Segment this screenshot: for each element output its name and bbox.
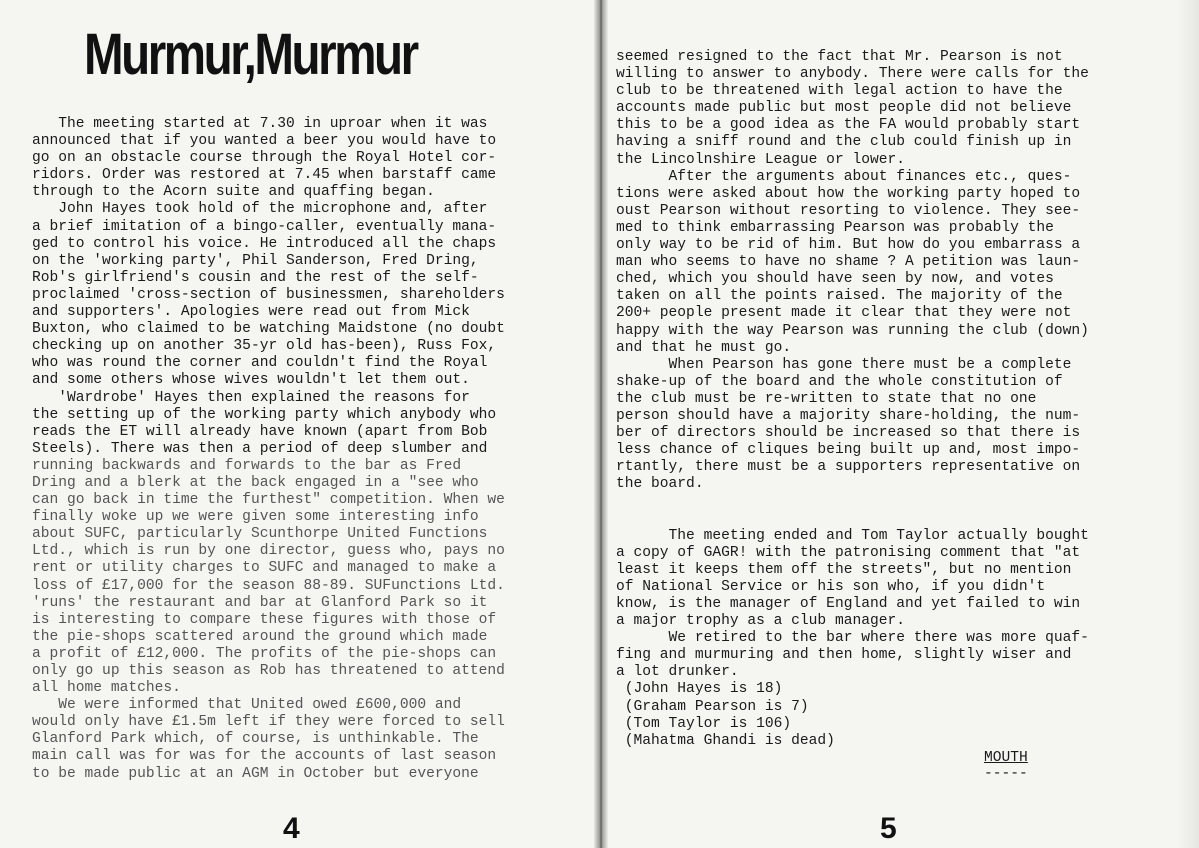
text-line: John Hayes took hold of the microphone and, after <box>32 201 488 218</box>
text-line: taken on all the points raised. The majority of the <box>616 288 1063 305</box>
text-line: and some others whose wives wouldn't let them out. <box>32 372 470 389</box>
text-line: proclaimed 'cross-section of businessmen, shareholders <box>32 286 505 303</box>
text-line: (Tom Taylor is 106) <box>616 715 792 732</box>
text-line: announced that if you wanted a beer you would have to <box>32 133 497 150</box>
author-signature: MOUTH <box>984 750 1028 766</box>
signature-rule: ----- <box>984 766 1028 782</box>
text-line: shake-up of the board and the whole constitution of <box>616 373 1063 390</box>
text-line: accounts made public but most people did not believe <box>616 100 1072 117</box>
text-line: can go back in time the furthest" competition. When we <box>32 492 505 509</box>
right-column-text <box>616 49 1186 750</box>
text-line: ber of directors should be increased so that there is <box>616 425 1081 442</box>
text-line: about SUFC, particularly Scunthorpe United Functions <box>32 526 488 543</box>
text-line: and that he must go. <box>616 339 792 356</box>
text-line: ched, which you should have seen by now, and votes <box>616 271 1054 288</box>
text-line: fing and murmuring and then home, slightly wiser and <box>616 647 1072 664</box>
text-line: a profit of £12,000. The profits of the pie-shops can <box>32 645 497 662</box>
text-line: reads the ET will already have known (apart from Bob <box>32 423 488 440</box>
article-headline: Murmur,Murmur <box>84 22 417 87</box>
text-line: least it keeps them off the streets", but no mention <box>616 561 1072 578</box>
text-line: oust Pearson without resorting to violence. They see- <box>616 202 1081 219</box>
text-line <box>616 511 1186 528</box>
text-line: a lot drunker. <box>616 664 739 681</box>
text-line: would only have £1.5m left if they were forced to sell <box>32 714 505 731</box>
page-number-left: 4 <box>283 812 300 845</box>
text-line: the board. <box>616 476 704 493</box>
text-line: Glanford Park which, of course, is unthinkable. The <box>32 731 479 748</box>
text-line: a copy of GAGR! with the patronising comment that "at <box>616 544 1081 561</box>
text-line: the setting up of the working party which anybody who <box>32 406 497 423</box>
text-line: on the 'working party', Phil Sanderson, Fred Dring, <box>32 252 479 269</box>
text-line: ged to control his voice. He introduced all the chaps <box>32 235 497 252</box>
text-line: man who seems to have no shame ? A petition was laun- <box>616 254 1081 271</box>
text-line: We retired to the bar where there was more quaf- <box>616 630 1089 647</box>
text-line: The meeting ended and Tom Taylor actually bought <box>616 527 1089 544</box>
text-line: running backwards and forwards to the bar as Fred <box>32 457 462 474</box>
page-number-right: 5 <box>880 812 897 845</box>
text-line: Steels). There was then a period of deep slumber and <box>32 440 488 457</box>
text-line: When Pearson has gone there must be a complete <box>616 356 1072 373</box>
text-line: tions were asked about how the working party hoped to <box>616 185 1081 202</box>
text-line: the club must be re-written to state that no one <box>616 390 1037 407</box>
text-line: the Lincolnshire League or lower. <box>616 151 906 168</box>
text-line: willing to answer to anybody. There were calls for the <box>616 66 1089 83</box>
text-line: The meeting started at 7.30 in uproar when it was <box>32 116 488 132</box>
text-line: Dring and a blerk at the back engaged in a "see who <box>32 474 479 491</box>
text-line: is interesting to compare these figures with those of <box>32 611 497 628</box>
text-line: who was round the corner and couldn't find the Royal <box>32 355 488 372</box>
text-line: know, is the manager of England and yet failed to win <box>616 596 1081 612</box>
text-line: finally woke up we were given some interesting info <box>32 509 479 526</box>
text-line: this to be a good idea as the FA would probably start <box>616 117 1081 134</box>
text-line: med to think embarrassing Pearson was probably the <box>616 219 1054 236</box>
text-line: the pie-shops scattered around the ground which made <box>32 628 488 645</box>
text-line: checking up on another 35-yr old has-been), Russ Fox, <box>32 338 497 355</box>
text-line: 'runs' the restaurant and bar at Glanford Park so it <box>32 594 488 611</box>
text-line: loss of £17,000 for the season 88-89. SUFunctions Ltd. <box>32 577 505 594</box>
text-line: Rob's girlfriend's cousin and the rest of the self- <box>32 269 479 286</box>
text-line: only go up this season as Rob has threatened to attend <box>32 663 505 679</box>
text-line: 200+ people present made it clear that they were not <box>616 305 1072 322</box>
text-line: a major trophy as a club manager. <box>616 613 906 630</box>
text-line: happy with the way Pearson was running the club (down) <box>616 322 1089 339</box>
text-line: all home matches. <box>32 680 181 697</box>
text-line: to be made public at an AGM in October but everyone <box>32 765 479 782</box>
text-line: Buxton, who claimed to be watching Maidstone (no doubt <box>32 321 505 338</box>
text-line: 'Wardrobe' Hayes then explained the reasons for <box>32 389 470 406</box>
text-line: person should have a majority share-holding, the num- <box>616 407 1081 424</box>
text-line: only way to be rid of him. But how do you embarrass a <box>616 237 1081 254</box>
text-line: seemed resigned to the fact that Mr. Pearson is not <box>616 49 1063 65</box>
text-line: We were informed that United owed £600,000 and <box>32 697 462 714</box>
text-line: and supporters'. Apologies were read out from Mick <box>32 304 470 321</box>
text-line: club to be threatened with legal action to have the <box>616 83 1063 100</box>
text-line: ridors. Order was restored at 7.45 when barstaff came <box>32 167 497 184</box>
text-line: go on an obstacle course through the Royal Hotel cor- <box>32 150 497 167</box>
text-line: rtantly, there must be a supporters representative on <box>616 459 1081 476</box>
text-line: (John Hayes is 18) <box>616 681 783 698</box>
text-line: of National Service or his son who, if you didn't <box>616 578 1046 595</box>
text-line: After the arguments about finances etc., ques- <box>616 168 1072 185</box>
left-column-text <box>32 116 597 783</box>
text-line: rent or utility charges to SUFC and managed to make a <box>32 560 497 577</box>
text-line: (Graham Pearson is 7) <box>616 698 809 715</box>
text-line: main call was for was for the accounts of last season <box>32 748 497 765</box>
text-line: having a sniff round and the club could finish up in <box>616 134 1072 151</box>
text-line: through to the Acorn suite and quaffing began. <box>32 184 435 201</box>
text-line <box>616 493 1186 510</box>
text-line: less chance of cliques being built up and, most impo- <box>616 442 1081 459</box>
text-line: (Mahatma Ghandi is dead) <box>616 732 835 749</box>
text-line: a brief imitation of a bingo-caller, eventually mana- <box>32 218 497 235</box>
text-line: Ltd., which is run by one director, guess who, pays no <box>32 543 505 560</box>
